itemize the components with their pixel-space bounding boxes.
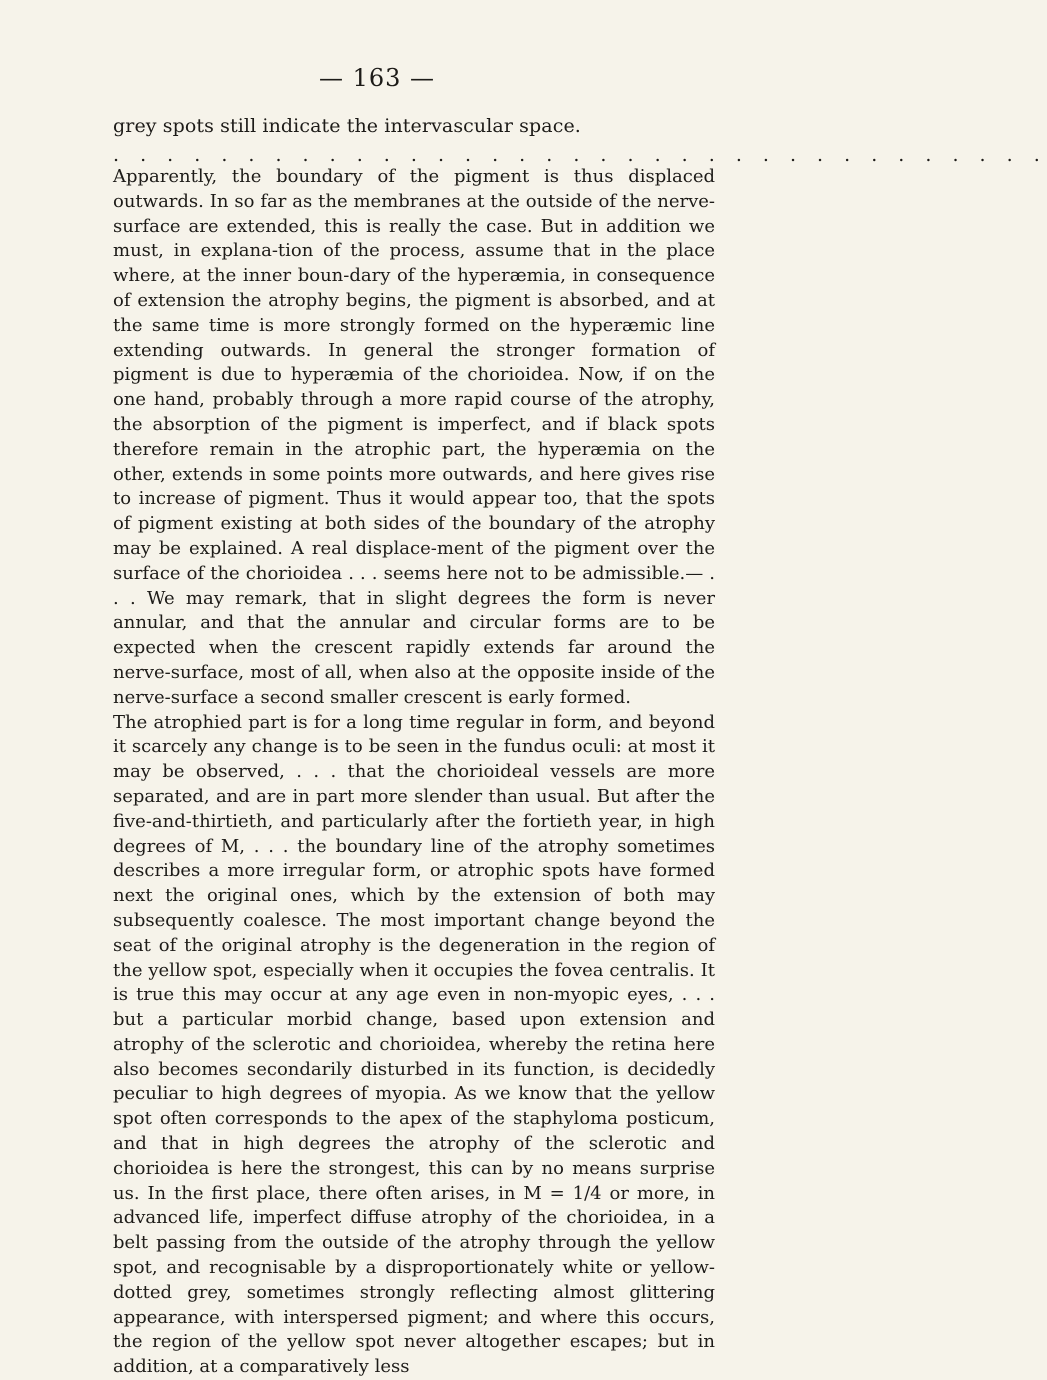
paragraph-1: Apparently, the boundary of the pigment is thus displaced outwards. In so far as the membranes at the outside of the nerve-surface are extended, this is really the case. But in addition we must, in explana-tion of the process, assume that in the place where, at the inner boun-dary of the hyperæmia, in consequence of extension the atrophy begins, the pigment is absorbed, and at the same time is more strongly formed on the hyperæmic line extending outwards. In general the stronger formation of pigment is due to hyperæmia of the chorioidea. Now, if on the one hand, probably through a more rapid course of the atrophy, the absorption of the pigment is imperfect, and if black spots therefore remain in the atrophic part, the hyperæmia on the other, extends in some points more outwards, and here gives rise to increase of pigment. Thus it would appear too, that the spots of pigment existing at both sides of the boundary of the atrophy may be explained. A real displace-ment of the pigment over the surface of the chorioidea . . . seems here not to be admissible.— . . . We may remark, that in slight degrees the form is never annular, and that the annular and circular forms are to be expected when the crescent rapidly extends far around the nerve-surface, most of all, when also at the opposite inside of the nerve-surface a second smaller crescent is early formed. <box>113 166 715 708</box>
page-number: — 163 — <box>318 64 436 92</box>
body-text <box>113 165 715 1380</box>
intro-line: grey spots still indicate the intervascular space. <box>113 115 581 137</box>
paragraph-2: The atrophied part is for a long time regular in form, and beyond it scarcely any change is to be seen in the fundus oculi: at most it may be observed, . . . that the chorioideal vessels are more separated, and are in part more slender than usual. But after the five-and-thirtieth, and particularly after the fortieth year, in high degrees of M, . . . the boundary line of the atrophy sometimes describes a more irregular form, or atrophic spots have formed next the original ones, which by the extension of both may subsequently coalesce. The most important change beyond the seat of the original atrophy is the degeneration in the region of the yellow spot, especially when it occupies the fovea centralis. It is true this may occur at any age even in non-myopic eyes, . . . but a particular morbid change, based upon extension and atrophy of the sclerotic and chorioidea, whereby the retina here also becomes secondarily disturbed in its function, is decidedly peculiar to high degrees of myopia. As we know that the yellow spot often corresponds to the apex of the staphyloma posticum, and that in high degrees the atrophy of the sclerotic and chorioidea is here the strongest, this can by no means surprise us. In the first place, there often arises, in M = 1/4 or more, in advanced life, imperfect diffuse atrophy of the chorioidea, in a belt passing from the outside of the atrophy through the yellow spot, and recognisable by a disproportionately white or yellow-dotted grey, sometimes strongly reflecting almost glittering appearance, with interspersed pigment; and where this occurs, the region of the yellow spot never altogether escapes; but in addition, at a comparatively less <box>113 711 715 1378</box>
ellipsis-line: . . . . . . . . . . . . . . . . . . . . . . . . . . . . . . . . . . . <box>113 144 1047 166</box>
